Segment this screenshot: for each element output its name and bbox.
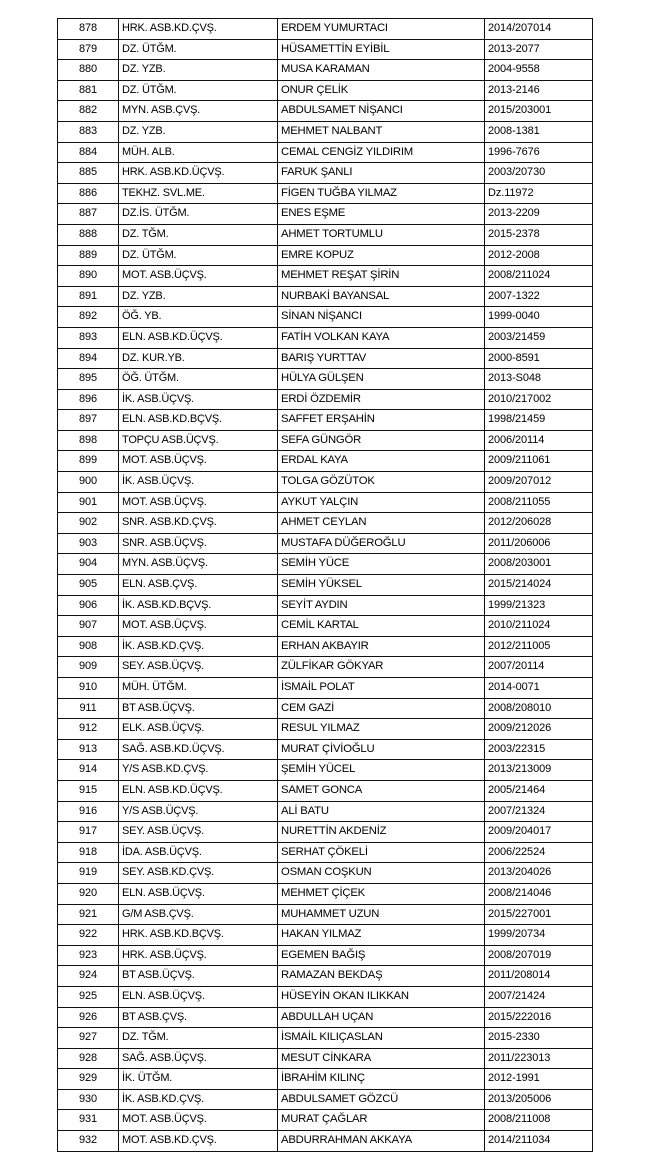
table-row (58, 430, 593, 451)
cell-full-name: SAMET GONCA (278, 780, 485, 801)
cell-rank: MOT. ASB.ÜÇVŞ. (119, 1110, 278, 1131)
cell-sequence-number: 893 (58, 327, 119, 348)
cell-full-name: HÜSAMETTİN EYİBİL (278, 39, 485, 60)
cell-sequence-number: 910 (58, 678, 119, 699)
table-row (58, 842, 593, 863)
cell-sequence-number: 923 (58, 945, 119, 966)
cell-rank: HRK. ASB.KD.ÜÇVŞ. (119, 163, 278, 184)
table-row (58, 678, 593, 699)
table-row (58, 492, 593, 513)
cell-registration-number: Dz.11972 (485, 183, 593, 204)
cell-registration-number: 2013-2146 (485, 80, 593, 101)
table-row (58, 307, 593, 328)
table-row (58, 925, 593, 946)
cell-sequence-number: 929 (58, 1069, 119, 1090)
table-row (58, 719, 593, 740)
cell-registration-number: 2007/21324 (485, 801, 593, 822)
table-row (58, 389, 593, 410)
cell-full-name: SİNAN NİŞANCI (278, 307, 485, 328)
cell-registration-number: 2009/207012 (485, 472, 593, 493)
cell-full-name: NURETTİN AKDENİZ (278, 822, 485, 843)
cell-full-name: ENES EŞME (278, 204, 485, 225)
cell-sequence-number: 883 (58, 121, 119, 142)
cell-rank: SEY. ASB.KD.ÇVŞ. (119, 863, 278, 884)
cell-rank: MYN. ASB.ÜÇVŞ. (119, 554, 278, 575)
cell-full-name: ABDULLAH UÇAN (278, 1007, 485, 1028)
cell-full-name: RAMAZAN BEKDAŞ (278, 966, 485, 987)
cell-full-name: ZÜLFİKAR GÖKYAR (278, 657, 485, 678)
cell-registration-number: 2007-1322 (485, 286, 593, 307)
cell-rank: BT ASB.ÜÇVŞ. (119, 698, 278, 719)
cell-rank: MOT. ASB.ÜÇVŞ. (119, 266, 278, 287)
cell-rank: TEKHZ. SVL.ME. (119, 183, 278, 204)
table-row (58, 19, 593, 40)
cell-full-name: AYKUT YALÇIN (278, 492, 485, 513)
cell-sequence-number: 932 (58, 1131, 119, 1152)
cell-full-name: SEMİH YÜCE (278, 554, 485, 575)
cell-sequence-number: 913 (58, 739, 119, 760)
cell-full-name: ALİ BATU (278, 801, 485, 822)
cell-sequence-number: 912 (58, 719, 119, 740)
table-row (58, 80, 593, 101)
cell-rank: SAĞ. ASB.ÜÇVŞ. (119, 1048, 278, 1069)
cell-sequence-number: 902 (58, 513, 119, 534)
cell-full-name: MEHMET ÇİÇEK (278, 883, 485, 904)
cell-full-name: ABDURRAHMAN AKKAYA (278, 1131, 485, 1152)
cell-registration-number: 1999/21323 (485, 595, 593, 616)
table-row (58, 39, 593, 60)
table-row (58, 822, 593, 843)
cell-sequence-number: 916 (58, 801, 119, 822)
table-row (58, 1028, 593, 1049)
table-row (58, 101, 593, 122)
cell-full-name: ERDAL KAYA (278, 451, 485, 472)
cell-sequence-number: 908 (58, 636, 119, 657)
cell-sequence-number: 892 (58, 307, 119, 328)
cell-rank: ELK. ASB.ÜÇVŞ. (119, 719, 278, 740)
cell-rank: SAĞ. ASB.KD.ÜÇVŞ. (119, 739, 278, 760)
cell-full-name: HAKAN YILMAZ (278, 925, 485, 946)
cell-sequence-number: 915 (58, 780, 119, 801)
cell-registration-number: 2000-8591 (485, 348, 593, 369)
table-row (58, 204, 593, 225)
table-row (58, 780, 593, 801)
cell-rank: DZ. YZB. (119, 286, 278, 307)
cell-full-name: CEMİL KARTAL (278, 616, 485, 637)
cell-full-name: MUSTAFA DÜĞEROĞLU (278, 533, 485, 554)
cell-rank: İK. ASB.KD.ÇVŞ. (119, 636, 278, 657)
table-row (58, 945, 593, 966)
table-row (58, 1110, 593, 1131)
table-row (58, 224, 593, 245)
cell-rank: DZ. ÜTĞM. (119, 80, 278, 101)
cell-rank: BT ASB.ÇVŞ. (119, 1007, 278, 1028)
cell-registration-number: 2003/22315 (485, 739, 593, 760)
cell-full-name: SEYİT AYDIN (278, 595, 485, 616)
cell-registration-number: 2009/204017 (485, 822, 593, 843)
cell-sequence-number: 906 (58, 595, 119, 616)
cell-sequence-number: 904 (58, 554, 119, 575)
cell-sequence-number: 903 (58, 533, 119, 554)
cell-rank: G/M ASB.ÇVŞ. (119, 904, 278, 925)
cell-sequence-number: 931 (58, 1110, 119, 1131)
cell-full-name: FATİH VOLKAN KAYA (278, 327, 485, 348)
cell-registration-number: 2013/204026 (485, 863, 593, 884)
cell-full-name: CEM GAZİ (278, 698, 485, 719)
cell-registration-number: 2015/203001 (485, 101, 593, 122)
table-row (58, 760, 593, 781)
cell-sequence-number: 888 (58, 224, 119, 245)
cell-rank: ÖĞ. ÜTĞM. (119, 369, 278, 390)
table-row (58, 410, 593, 431)
cell-sequence-number: 918 (58, 842, 119, 863)
cell-full-name: AHMET TORTUMLU (278, 224, 485, 245)
cell-registration-number: 2014/207014 (485, 19, 593, 40)
cell-sequence-number: 882 (58, 101, 119, 122)
cell-registration-number: 2010/217002 (485, 389, 593, 410)
table-row (58, 60, 593, 81)
cell-sequence-number: 880 (58, 60, 119, 81)
roster-table-body (58, 19, 593, 1152)
table-row (58, 616, 593, 637)
cell-rank: SNR. ASB.ÜÇVŞ. (119, 533, 278, 554)
cell-sequence-number: 905 (58, 575, 119, 596)
cell-full-name: HÜSEYİN OKAN ILIKKAN (278, 986, 485, 1007)
table-row (58, 1007, 593, 1028)
cell-registration-number: 2008/207019 (485, 945, 593, 966)
cell-full-name: SEMİH YÜKSEL (278, 575, 485, 596)
cell-registration-number: 2004-9558 (485, 60, 593, 81)
cell-registration-number: 2014/211034 (485, 1131, 593, 1152)
cell-rank: ELN. ASB.KD.ÜÇVŞ. (119, 780, 278, 801)
table-row (58, 1131, 593, 1152)
cell-registration-number: 2009/212026 (485, 719, 593, 740)
cell-registration-number: 2012-2008 (485, 245, 593, 266)
cell-registration-number: 2011/208014 (485, 966, 593, 987)
cell-rank: ELN. ASB.ÜÇVŞ. (119, 883, 278, 904)
table-row (58, 183, 593, 204)
cell-registration-number: 2008/211055 (485, 492, 593, 513)
cell-registration-number: 2015-2378 (485, 224, 593, 245)
cell-sequence-number: 890 (58, 266, 119, 287)
cell-registration-number: 2015/214024 (485, 575, 593, 596)
cell-rank: HRK. ASB.ÜÇVŞ. (119, 945, 278, 966)
cell-registration-number: 1998/21459 (485, 410, 593, 431)
table-row (58, 883, 593, 904)
cell-rank: SNR. ASB.KD.ÇVŞ. (119, 513, 278, 534)
cell-sequence-number: 922 (58, 925, 119, 946)
cell-sequence-number: 878 (58, 19, 119, 40)
cell-full-name: ŞEMİH YÜCEL (278, 760, 485, 781)
table-row (58, 348, 593, 369)
cell-full-name: HÜLYA GÜLŞEN (278, 369, 485, 390)
cell-rank: ELN. ASB.KD.ÜÇVŞ. (119, 327, 278, 348)
cell-full-name: TOLGA GÖZÜTOK (278, 472, 485, 493)
cell-full-name: ERDEM YUMURTACI (278, 19, 485, 40)
cell-registration-number: 2008/211008 (485, 1110, 593, 1131)
table-row (58, 739, 593, 760)
cell-sequence-number: 884 (58, 142, 119, 163)
cell-sequence-number: 901 (58, 492, 119, 513)
cell-full-name: MUSA KARAMAN (278, 60, 485, 81)
table-row (58, 533, 593, 554)
table-row (58, 1069, 593, 1090)
table-row (58, 904, 593, 925)
cell-registration-number: 2005/21464 (485, 780, 593, 801)
cell-full-name: NURBAKİ BAYANSAL (278, 286, 485, 307)
cell-sequence-number: 896 (58, 389, 119, 410)
cell-rank: DZ. ÜTĞM. (119, 39, 278, 60)
cell-sequence-number: 889 (58, 245, 119, 266)
table-row (58, 245, 593, 266)
cell-registration-number: 1996-7676 (485, 142, 593, 163)
cell-rank: ELN. ASB.KD.BÇVŞ. (119, 410, 278, 431)
cell-registration-number: 2013/205006 (485, 1089, 593, 1110)
cell-full-name: ABDULSAMET GÖZCÜ (278, 1089, 485, 1110)
table-row (58, 636, 593, 657)
table-row (58, 863, 593, 884)
cell-registration-number: 2011/206006 (485, 533, 593, 554)
cell-rank: MÜH. ÜTĞM. (119, 678, 278, 699)
cell-rank: İK. ASB.KD.ÇVŞ. (119, 1089, 278, 1110)
cell-sequence-number: 899 (58, 451, 119, 472)
table-row (58, 472, 593, 493)
cell-registration-number: 2009/211061 (485, 451, 593, 472)
cell-sequence-number: 886 (58, 183, 119, 204)
cell-full-name: SEFA GÜNGÖR (278, 430, 485, 451)
table-row (58, 554, 593, 575)
cell-rank: SEY. ASB.ÜÇVŞ. (119, 822, 278, 843)
table-row (58, 163, 593, 184)
cell-full-name: İBRAHİM KILINÇ (278, 1069, 485, 1090)
cell-full-name: AHMET CEYLAN (278, 513, 485, 534)
cell-rank: İK. ASB.ÜÇVŞ. (119, 389, 278, 410)
cell-rank: TOPÇU ASB.ÜÇVŞ. (119, 430, 278, 451)
cell-sequence-number: 897 (58, 410, 119, 431)
cell-rank: ELN. ASB.ÜÇVŞ. (119, 986, 278, 1007)
cell-registration-number: 2003/21459 (485, 327, 593, 348)
cell-sequence-number: 917 (58, 822, 119, 843)
cell-sequence-number: 928 (58, 1048, 119, 1069)
cell-full-name: MEHMET NALBANT (278, 121, 485, 142)
cell-full-name: FARUK ŞANLI (278, 163, 485, 184)
cell-sequence-number: 927 (58, 1028, 119, 1049)
cell-full-name: ERHAN AKBAYIR (278, 636, 485, 657)
cell-rank: SEY. ASB.ÜÇVŞ. (119, 657, 278, 678)
cell-rank: İK. ASB.KD.BÇVŞ. (119, 595, 278, 616)
cell-rank: BT ASB.ÜÇVŞ. (119, 966, 278, 987)
cell-rank: HRK. ASB.KD.ÇVŞ. (119, 19, 278, 40)
cell-sequence-number: 909 (58, 657, 119, 678)
cell-full-name: EMRE KOPUZ (278, 245, 485, 266)
table-row (58, 121, 593, 142)
cell-rank: DZ. TĞM. (119, 1028, 278, 1049)
cell-registration-number: 2013-2077 (485, 39, 593, 60)
cell-sequence-number: 924 (58, 966, 119, 987)
cell-rank: İK. ASB.ÜÇVŞ. (119, 472, 278, 493)
cell-sequence-number: 925 (58, 986, 119, 1007)
cell-registration-number: 2013/213009 (485, 760, 593, 781)
cell-sequence-number: 914 (58, 760, 119, 781)
cell-registration-number: 2007/20114 (485, 657, 593, 678)
cell-registration-number: 2003/20730 (485, 163, 593, 184)
cell-sequence-number: 911 (58, 698, 119, 719)
cell-full-name: MURAT ÇİVİOĞLU (278, 739, 485, 760)
table-row (58, 595, 593, 616)
cell-registration-number: 2011/223013 (485, 1048, 593, 1069)
cell-sequence-number: 921 (58, 904, 119, 925)
cell-sequence-number: 920 (58, 883, 119, 904)
cell-registration-number: 2013-S048 (485, 369, 593, 390)
cell-full-name: ERDİ ÖZDEMİR (278, 389, 485, 410)
cell-rank: DZ. TĞM. (119, 224, 278, 245)
table-row (58, 1048, 593, 1069)
cell-registration-number: 2008/211024 (485, 266, 593, 287)
table-row (58, 142, 593, 163)
cell-rank: İDA. ASB.ÜÇVŞ. (119, 842, 278, 863)
cell-sequence-number: 891 (58, 286, 119, 307)
table-row (58, 657, 593, 678)
cell-registration-number: 2015/222016 (485, 1007, 593, 1028)
table-row (58, 327, 593, 348)
cell-rank: DZ. YZB. (119, 60, 278, 81)
cell-rank: DZ. KUR.YB. (119, 348, 278, 369)
cell-rank: DZ. ÜTĞM. (119, 245, 278, 266)
cell-registration-number: 2015-2330 (485, 1028, 593, 1049)
table-row (58, 575, 593, 596)
cell-full-name: MURAT ÇAĞLAR (278, 1110, 485, 1131)
cell-full-name: RESUL YILMAZ (278, 719, 485, 740)
cell-registration-number: 2006/20114 (485, 430, 593, 451)
table-row (58, 966, 593, 987)
cell-rank: DZ.İS. ÜTĞM. (119, 204, 278, 225)
cell-rank: HRK. ASB.KD.BÇVŞ. (119, 925, 278, 946)
cell-registration-number: 2015/227001 (485, 904, 593, 925)
cell-rank: MYN. ASB.ÇVŞ. (119, 101, 278, 122)
cell-rank: İK. ÜTĞM. (119, 1069, 278, 1090)
cell-rank: ELN. ASB.ÇVŞ. (119, 575, 278, 596)
cell-registration-number: 2013-2209 (485, 204, 593, 225)
cell-full-name: MUHAMMET UZUN (278, 904, 485, 925)
cell-full-name: FİGEN TUĞBA YILMAZ (278, 183, 485, 204)
cell-full-name: MEHMET REŞAT ŞİRİN (278, 266, 485, 287)
cell-sequence-number: 895 (58, 369, 119, 390)
cell-full-name: CEMAL CENGİZ YILDIRIM (278, 142, 485, 163)
cell-sequence-number: 881 (58, 80, 119, 101)
cell-full-name: İSMAİL POLAT (278, 678, 485, 699)
table-row (58, 513, 593, 534)
cell-rank: ÖĞ. YB. (119, 307, 278, 328)
table-row (58, 986, 593, 1007)
roster-table (57, 18, 593, 1152)
cell-sequence-number: 898 (58, 430, 119, 451)
cell-full-name: ABDULSAMET NİŞANCI (278, 101, 485, 122)
cell-sequence-number: 885 (58, 163, 119, 184)
cell-full-name: SAFFET ERŞAHİN (278, 410, 485, 431)
cell-registration-number: 2007/21424 (485, 986, 593, 1007)
cell-full-name: İSMAİL KILIÇASLAN (278, 1028, 485, 1049)
cell-full-name: MESUT CİNKARA (278, 1048, 485, 1069)
table-row (58, 286, 593, 307)
cell-rank: Y/S ASB.KD.ÇVŞ. (119, 760, 278, 781)
cell-sequence-number: 887 (58, 204, 119, 225)
cell-registration-number: 2012/206028 (485, 513, 593, 534)
cell-full-name: ONUR ÇELİK (278, 80, 485, 101)
cell-sequence-number: 894 (58, 348, 119, 369)
cell-rank: MÜH. ALB. (119, 142, 278, 163)
cell-sequence-number: 900 (58, 472, 119, 493)
cell-sequence-number: 930 (58, 1089, 119, 1110)
table-row (58, 698, 593, 719)
cell-registration-number: 2008/214046 (485, 883, 593, 904)
table-row (58, 801, 593, 822)
cell-full-name: BARIŞ YURTTAV (278, 348, 485, 369)
cell-sequence-number: 907 (58, 616, 119, 637)
cell-full-name: EGEMEN BAĞIŞ (278, 945, 485, 966)
table-row (58, 369, 593, 390)
cell-registration-number: 1999/20734 (485, 925, 593, 946)
cell-sequence-number: 879 (58, 39, 119, 60)
cell-sequence-number: 919 (58, 863, 119, 884)
cell-full-name: OSMAN COŞKUN (278, 863, 485, 884)
cell-rank: DZ. YZB. (119, 121, 278, 142)
cell-registration-number: 2012-1991 (485, 1069, 593, 1090)
cell-sequence-number: 926 (58, 1007, 119, 1028)
cell-full-name: SERHAT ÇÖKELİ (278, 842, 485, 863)
cell-rank: MOT. ASB.ÜÇVŞ. (119, 492, 278, 513)
cell-registration-number: 2008/208010 (485, 698, 593, 719)
cell-registration-number: 2008-1381 (485, 121, 593, 142)
table-row (58, 266, 593, 287)
cell-registration-number: 1999-0040 (485, 307, 593, 328)
cell-rank: Y/S ASB.ÜÇVŞ. (119, 801, 278, 822)
table-row (58, 1089, 593, 1110)
cell-registration-number: 2014-0071 (485, 678, 593, 699)
cell-rank: MOT. ASB.KD.ÇVŞ. (119, 1131, 278, 1152)
cell-registration-number: 2008/203001 (485, 554, 593, 575)
table-row (58, 451, 593, 472)
cell-registration-number: 2010/211024 (485, 616, 593, 637)
cell-rank: MOT. ASB.ÜÇVŞ. (119, 616, 278, 637)
cell-registration-number: 2012/211005 (485, 636, 593, 657)
cell-registration-number: 2006/22524 (485, 842, 593, 863)
cell-rank: MOT. ASB.ÜÇVŞ. (119, 451, 278, 472)
